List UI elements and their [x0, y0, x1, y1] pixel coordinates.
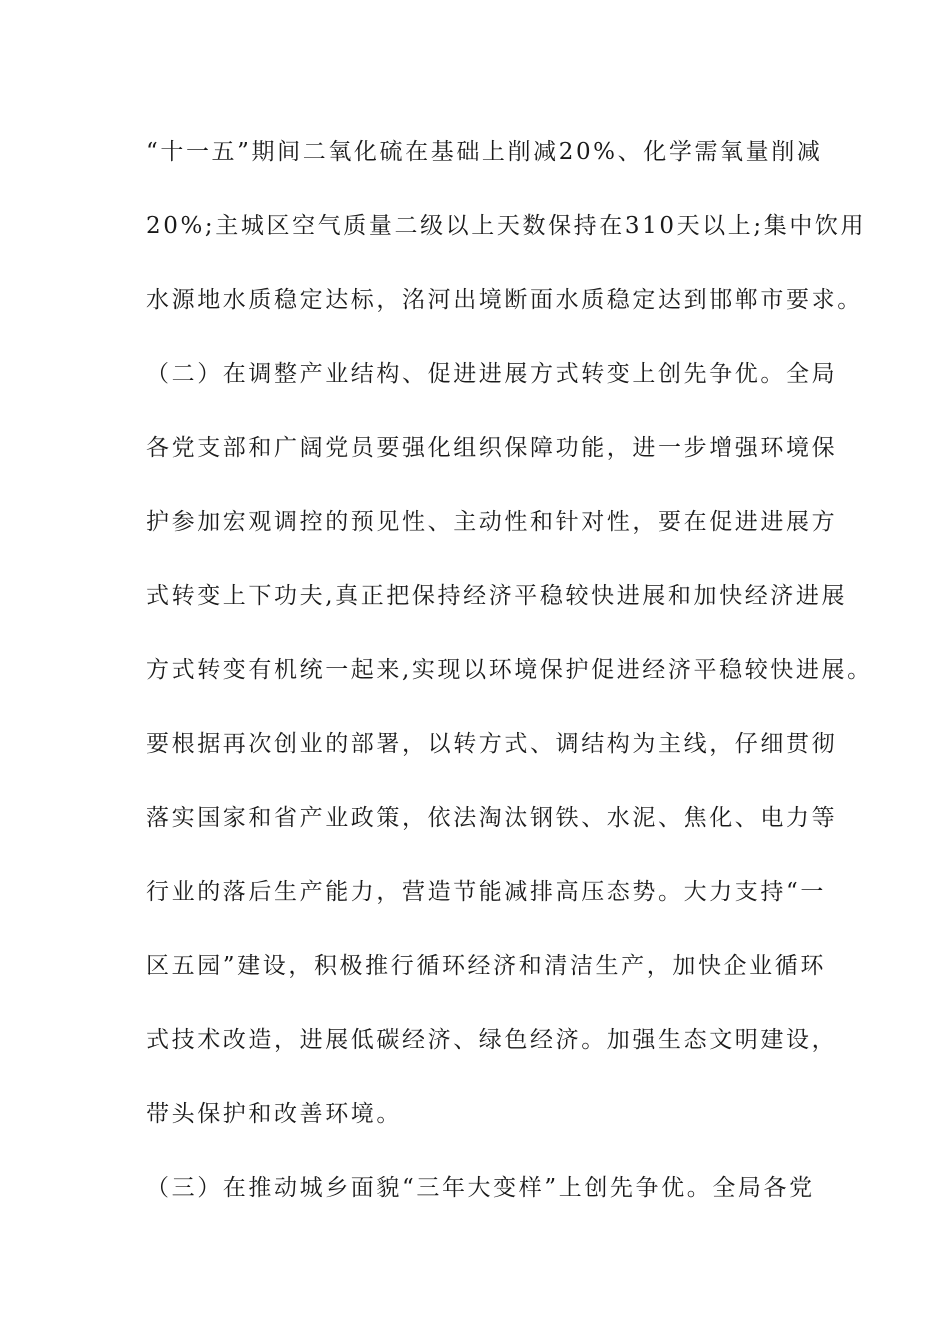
body-text-line: 方式转变有机统一起来,实现以环境保护促进经济平稳较快进展。 [146, 657, 873, 683]
body-text-line: 式技术改造，进展低碳经济、绿色经济。加强生态文明建设， [146, 1027, 838, 1053]
body-text-line: （二）在调整产业结构、促进进展方式转变上创先争优。全局 [146, 361, 838, 387]
body-text-line: 式转变上下功夫,真正把保持经济平稳较快进展和加快经济进展 [146, 583, 848, 609]
body-text-line: 各党支部和广阔党员要强化组织保障功能，进一步增强环境保 [146, 435, 838, 461]
body-text-line: “十一五”期间二氧化硫在基础上削减20%、化学需氧量削减 [146, 139, 823, 165]
body-text-line: 带头保护和改善环境。 [146, 1101, 402, 1127]
body-text-line: 20%;主城区空气质量二级以上天数保持在310天以上;集中饮用 [146, 213, 867, 239]
body-text-line: 护参加宏观调控的预见性、主动性和针对性，要在促进进展方 [146, 509, 838, 535]
body-text-line: 行业的落后生产能力，营造节能减排高压态势。大力支持“一 [146, 879, 826, 905]
body-text-line: 要根据再次创业的部署，以转方式、调结构为主线，仔细贯彻 [146, 731, 838, 757]
body-text-line: （三）在推动城乡面貌“三年大变样”上创先争优。全局各党 [146, 1175, 815, 1201]
body-text-line: 区五园”建设，积极推行循环经济和清洁生产，加快企业循环 [146, 953, 826, 979]
body-text-line: 水源地水质稳定达标，洺河出境断面水质稳定达到邯郸市要求。 [146, 287, 863, 313]
body-text-line: 落实国家和省产业政策，依法淘汰钢铁、水泥、焦化、电力等 [146, 805, 838, 831]
